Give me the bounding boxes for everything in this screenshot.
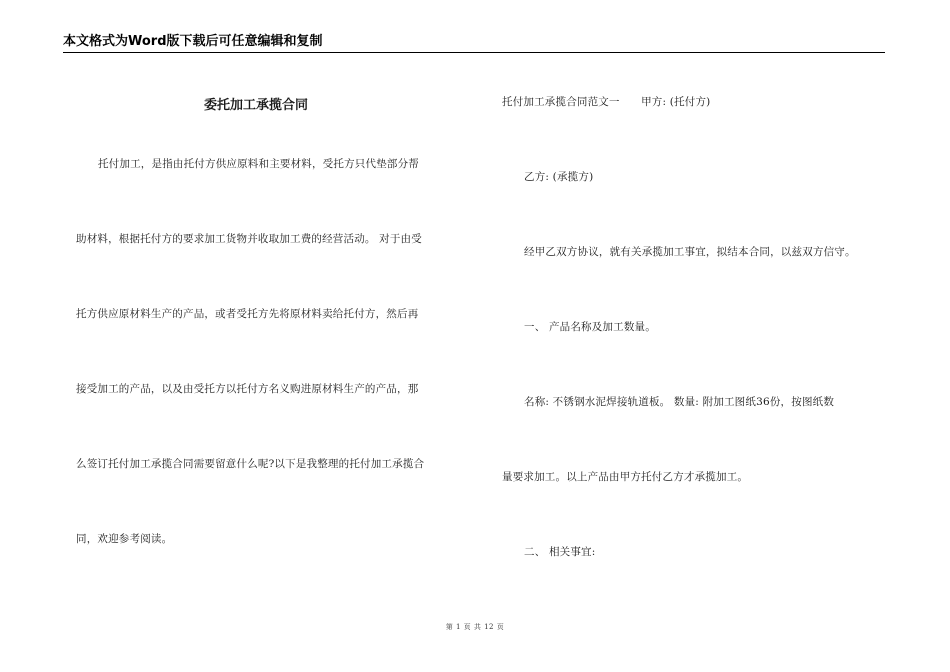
paragraph-line: 经甲乙双方协议，就有关承揽加工事宜，拟结本合同，以兹双方信守。 <box>524 246 856 258</box>
paragraph-line: 接受加工的产品，以及由受托方以托付方名义购进原材料生产的产品，那 <box>76 383 419 395</box>
party-b-line: 乙方: (承揽方) <box>524 171 594 183</box>
contract-heading-line: 托付加工承揽合同范文一 甲方: (托付方) <box>502 96 711 108</box>
paragraph-line: 么签订托付加工承揽合同需要留意什么呢?以下是我整理的托付加工承揽合 <box>76 458 425 470</box>
header-divider <box>63 52 885 53</box>
paragraph-line: 托付加工，是指由托付方供应原料和主要材料，受托方只代垫部分帮 <box>98 158 419 170</box>
document-title: 委托加工承揽合同 <box>204 98 309 113</box>
section-heading: 一、 产品名称及加工数量。 <box>524 321 656 333</box>
paragraph-line: 同，欢迎参考阅读。 <box>76 533 173 545</box>
section-heading: 二、 相关事宜: <box>524 546 596 558</box>
document-header: 本文格式为Word版下载后可任意编辑和复制 <box>63 34 323 49</box>
page-number: 第 1 页 共 12 页 <box>445 623 505 631</box>
paragraph-line: 助材料，根据托付方的要求加工货物并收取加工费的经营活动。 对于由受 <box>76 233 422 245</box>
paragraph-line: 名称: 不锈钢水泥焊接轨道板。 数量: 附加工图纸36份，按图纸数 <box>524 396 835 408</box>
paragraph-line: 托方供应原材料生产的产品，或者受托方先将原材料卖给托付方，然后再 <box>76 308 419 320</box>
paragraph-line: 量要求加工。以上产品由甲方托付乙方才承揽加工。 <box>502 471 749 483</box>
